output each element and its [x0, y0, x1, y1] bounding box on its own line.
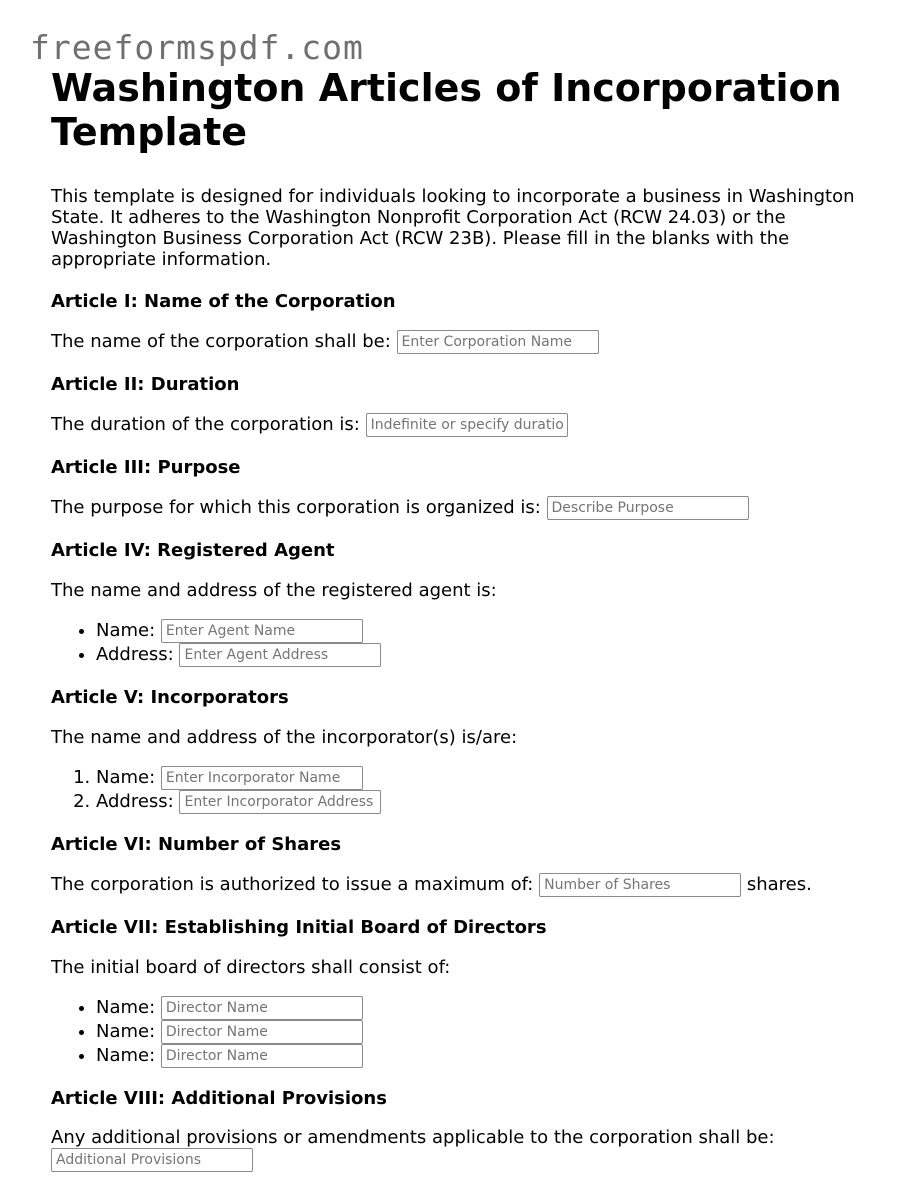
incorporator-list: [51, 766, 871, 814]
corporation-name-input[interactable]: [397, 330, 599, 354]
article-2-heading: Article II: Duration: [51, 374, 240, 395]
registered-agent-list: [51, 619, 871, 667]
agent-name-input[interactable]: [161, 619, 363, 643]
article-3-text: The purpose for which this corporation is organized is:: [51, 497, 541, 518]
director-name-input[interactable]: [161, 1044, 363, 1068]
intro-paragraph: This template is designed for individuals looking to incorporate a business in Washington State. It adheres to the Washington Nonprofit Corporation Act (RCW 24.03) or the Washington Business Corporation Act (RCW 23B). Please fill in the blanks with the appropriate information.: [51, 186, 855, 270]
list-item: [96, 1020, 871, 1044]
list-item: [96, 996, 871, 1020]
shares-suffix: shares.: [746, 874, 812, 895]
article-8-heading: Article VIII: Additional Provisions: [51, 1088, 387, 1109]
watermark: freeformspdf.com: [30, 28, 364, 67]
incorporator-name-input[interactable]: [161, 766, 363, 790]
purpose-input[interactable]: [547, 496, 749, 520]
director-name-label: Name:: [96, 1045, 156, 1066]
page-title: Washington Articles of Incorporation Template: [51, 66, 842, 154]
article-4-text: The name and address of the registered agent is:: [51, 580, 497, 601]
incorporator-address-input[interactable]: [179, 790, 381, 814]
agent-address-label: Address:: [96, 644, 174, 665]
article-8-text: Any additional provisions or amendments applicable to the corporation shall be:: [51, 1127, 775, 1148]
incorporator-name-label: Name:: [96, 767, 156, 788]
article-2-text: The duration of the corporation is:: [51, 414, 360, 435]
director-name-input[interactable]: [161, 1020, 363, 1044]
article-6-line: [51, 873, 871, 897]
article-1-text: The name of the corporation shall be:: [51, 331, 391, 352]
shares-input[interactable]: [539, 873, 741, 897]
list-item: [96, 766, 871, 790]
directors-list: [51, 996, 871, 1068]
agent-name-label: Name:: [96, 620, 156, 641]
article-1-heading: Article I: Name of the Corporation: [51, 291, 396, 312]
list-item: [96, 1044, 871, 1068]
duration-input[interactable]: [366, 413, 568, 437]
director-name-label: Name:: [96, 997, 156, 1018]
article-7-heading: Article VII: Establishing Initial Board of Directors: [51, 917, 547, 938]
article-3-heading: Article III: Purpose: [51, 457, 241, 478]
agent-address-input[interactable]: [179, 643, 381, 667]
document-page: [51, 66, 871, 1172]
article-5-heading: Article V: Incorporators: [51, 687, 289, 708]
director-name-input[interactable]: [161, 996, 363, 1020]
article-4-heading: Article IV: Registered Agent: [51, 540, 335, 561]
director-name-label: Name:: [96, 1021, 156, 1042]
incorporator-address-label: Address:: [96, 791, 174, 812]
article-1-line: [51, 330, 871, 354]
article-2-line: [51, 413, 871, 437]
article-5-text: The name and address of the incorporator(s) is/are:: [51, 727, 518, 748]
list-item: [96, 790, 871, 814]
article-8-block: [51, 1127, 871, 1172]
additional-provisions-input[interactable]: [51, 1148, 253, 1172]
article-7-text: The initial board of directors shall consist of:: [51, 957, 451, 978]
article-6-text: The corporation is authorized to issue a maximum of:: [51, 874, 534, 895]
list-item: [96, 619, 871, 643]
list-item: [96, 643, 871, 667]
article-3-line: [51, 496, 871, 520]
article-6-heading: Article VI: Number of Shares: [51, 834, 342, 855]
